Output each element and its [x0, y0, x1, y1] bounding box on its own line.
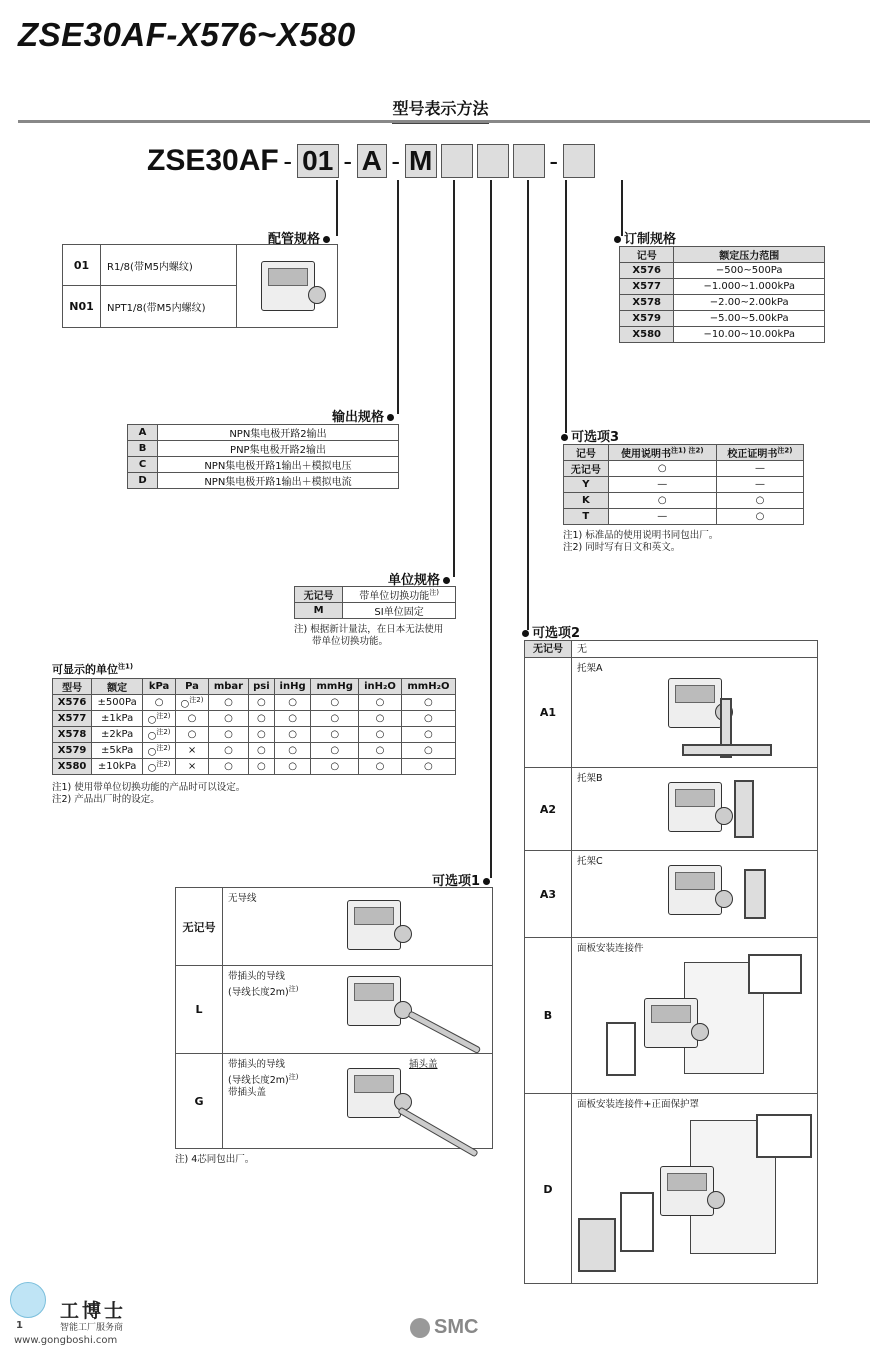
mount-clip-image — [748, 954, 802, 994]
option1-row-g: 带插头的导线 (导线长度2m)$^{注)}$ 带插头盖 插头盖 — [223, 1054, 493, 1149]
display-units-header: inHg — [274, 679, 310, 695]
code-box-custom — [563, 144, 595, 178]
option2-row-a2: 托架B — [572, 768, 818, 851]
piping-table: 01 R1/8(带M5内螺纹) N01 NPT1/8(带M5内螺纹) — [62, 244, 338, 328]
option2-row-a3: 托架C — [572, 851, 818, 938]
table-row: X579 ±5kPa ○$^{注2)}$ × ○ ○ ○ ○ ○ ○ — [53, 743, 456, 759]
table-row: X577 ±1kPa ○$^{注2)}$ ○ ○ ○ ○ ○ ○ ○ — [53, 711, 456, 727]
mascot-logo-icon — [10, 1282, 46, 1318]
sensor-image — [668, 865, 722, 915]
code-box-option3 — [513, 144, 545, 178]
leader-option2 — [527, 180, 529, 630]
model-code: ZSE30AF - 01 - A - M - — [147, 143, 595, 179]
leader-output — [397, 180, 399, 414]
option2-row-b: 面板安装连接件 — [572, 938, 818, 1094]
option1-row-none: 无导线 — [223, 888, 493, 966]
smc-logo: SMC — [410, 1316, 478, 1339]
option2-label: 可选项2 — [522, 622, 580, 641]
option1-note: 注) 4芯同包出厂。 — [175, 1154, 255, 1165]
section-title: 型号表示方法 — [0, 96, 881, 124]
footer-logo-sub: 智能工厂服务商 — [60, 1323, 124, 1333]
code-prefix: ZSE30AF — [147, 144, 279, 177]
display-units-header: 型号 — [53, 679, 92, 695]
option2-row-d: 面板安装连接件+正面保护罩 — [572, 1094, 818, 1284]
table-row: X576 ±500Pa ○ ○$^{注2)}$ ○ ○ ○ ○ ○ ○ — [53, 695, 456, 711]
display-units-header: kPa — [143, 679, 176, 695]
display-units-header: mbar — [208, 679, 248, 695]
custom-label: 订制规格 — [614, 228, 676, 247]
display-units-header: 额定 — [92, 679, 143, 695]
code-box-unit: M — [405, 144, 437, 178]
option2-table: 无记号 无 A1 托架A A2 托架B A3 托架C B 面板安装连接件 D 面板安装连接件+正面保护罩 — [524, 640, 818, 1284]
smc-logo-icon — [410, 1318, 430, 1338]
display-units-notes: 注1) 使用带单位切换功能的产品时可以设定。 注2) 产品出厂时的设定。 — [52, 782, 246, 805]
output-table: A NPN集电极开路2输出 B PNP集电极开路2输出 C NPN集电极开路1输出＋模拟电压 D NPN集电极开路1输出＋模拟电流 — [127, 424, 399, 489]
sensor-image — [644, 998, 698, 1048]
option2-row-a1: 托架A — [572, 658, 818, 768]
option1-label: 可选项1 — [432, 870, 490, 889]
option1-row-l: 带插头的导线 (导线长度2m)$^{注)}$ — [223, 966, 493, 1054]
custom-table: 记号 额定压力范围 X576 −500~500Pa X577 −1.000~1.000kPa X578 −2.00~2.00kPa X579 −5.00~5.00kPa X580 −10.00~10.00kPa — [619, 246, 825, 343]
footer-url: www.gongboshi.com — [14, 1335, 118, 1346]
option3-label: 可选项3 — [561, 426, 619, 445]
code-box-option1 — [441, 144, 473, 178]
sensor-image — [347, 900, 401, 950]
unit-label: 单位规格 — [388, 569, 450, 588]
display-units-header: psi — [248, 679, 274, 695]
option3-notes: 注1) 标准品的使用说明书同包出厂。 注2) 同时写有日文和英文。 — [563, 530, 719, 553]
option1-table: 无记号 无导线 L 带插头的导线 (导线长度2m)$^{注)}$ G 带插头的导线 (导线长度2m)$^{注)}$ 带插头盖 插头盖 — [175, 887, 493, 1149]
leader-piping — [336, 180, 338, 236]
display-units-header: mmHg — [311, 679, 359, 695]
mount-clip-image — [756, 1114, 812, 1158]
sensor-image — [261, 261, 315, 311]
plug-cover-callout: 插头盖 — [409, 1059, 438, 1070]
sensor-image — [668, 782, 722, 832]
leader-unit — [453, 180, 455, 577]
option3-table: 记号 使用说明书$^{注1) 注2)}$ 校正证明书$^{注2)}$ 无记号 ○ — Y — — K ○ ○ T — ○ — [563, 444, 804, 525]
leader-option3 — [565, 180, 567, 433]
sensor-image — [668, 678, 722, 728]
display-units-header: Pa — [176, 679, 209, 695]
front-cover-image — [578, 1218, 616, 1272]
table-row: X580 ±10kPa ○$^{注2)}$ × ○ ○ ○ ○ ○ ○ — [53, 759, 456, 775]
display-units-header: mmH₂O — [401, 679, 455, 695]
sensor-image — [347, 976, 401, 1026]
display-units-label: 可显示的单位$^{注1)}$ — [52, 662, 134, 676]
unit-table: 无记号 带单位切换功能$^{注)}$ M SI单位固定 — [294, 586, 456, 619]
sensor-image — [660, 1166, 714, 1216]
footer-logo-text: 工博士 — [60, 1300, 127, 1322]
bracket-c-image — [744, 869, 766, 919]
lead-wire-image — [407, 1010, 481, 1054]
display-units-header: inH₂O — [359, 679, 402, 695]
frame-image — [606, 1022, 636, 1076]
sensor-image — [347, 1068, 401, 1118]
section-divider — [18, 120, 870, 123]
lead-wire-image — [397, 1106, 478, 1157]
output-label: 输出规格 — [332, 406, 394, 425]
page-title: ZSE30AF-X576~X580 — [18, 16, 356, 53]
frame-image — [620, 1192, 654, 1252]
unit-notes: 注) 根据新计量法，在日本无法使用 带单位切换功能。 — [294, 624, 444, 647]
page-number: 1 — [16, 1320, 23, 1331]
table-row: X578 ±2kPa ○$^{注2)}$ ○ ○ ○ ○ ○ ○ ○ — [53, 727, 456, 743]
code-box-piping: 01 — [297, 144, 339, 178]
leader-option1 — [490, 180, 492, 878]
piping-label: 配管规格 — [268, 228, 330, 247]
display-units-table — [52, 678, 456, 775]
code-box-option2 — [477, 144, 509, 178]
bracket-b-image — [734, 780, 754, 838]
code-box-output: A — [357, 144, 387, 178]
